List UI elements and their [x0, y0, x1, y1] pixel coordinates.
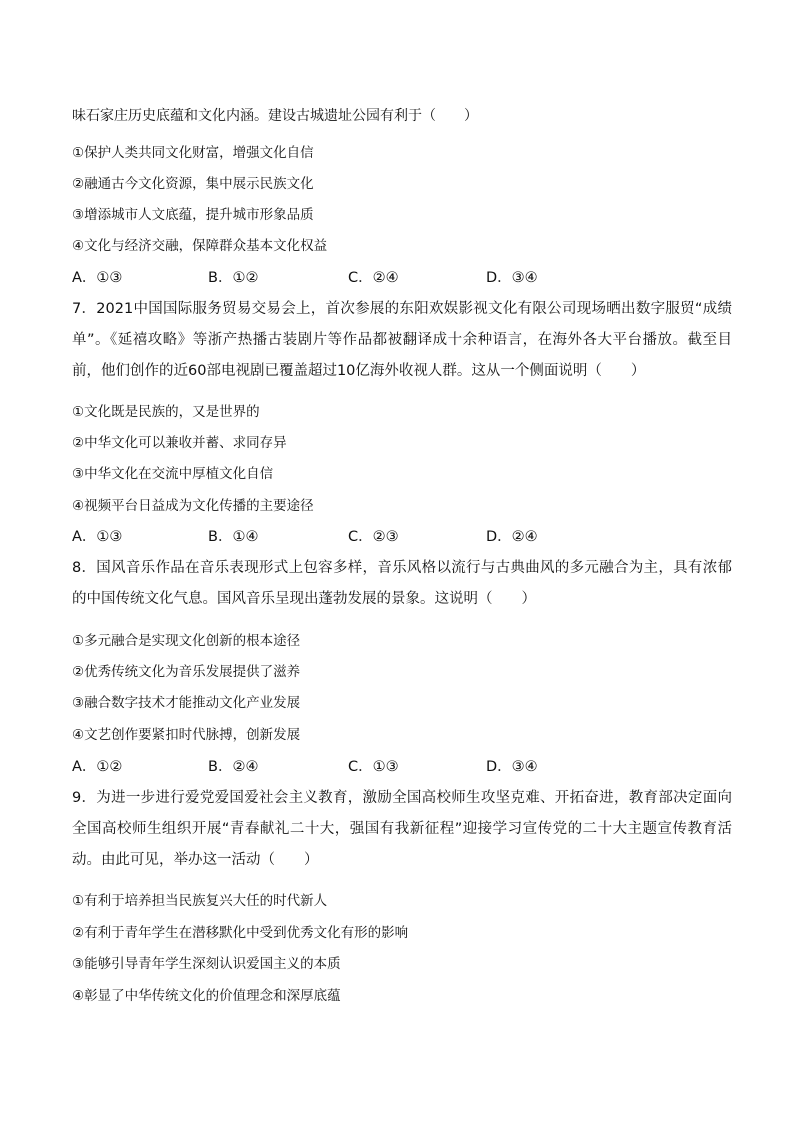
q7-choices — [72, 527, 732, 547]
q6-choices — [72, 268, 732, 288]
q9-statement-1: ①有利于培养担当民族复兴大任的时代新人 — [72, 893, 328, 909]
q7-statement-2: ②中华文化可以兼收并蓄、求同存异 — [72, 435, 287, 451]
q8-choice-b[interactable]: B．②④ — [208, 759, 259, 775]
q9-statement-4: ④彰显了中华传统文化的价值理念和深厚底蕴 — [72, 988, 341, 1004]
q7-choice-d[interactable]: D．②④ — [486, 529, 538, 545]
q6-choice-c[interactable]: C．②④ — [348, 270, 399, 286]
q8-choice-d[interactable]: D．③④ — [486, 759, 538, 775]
q7-statement-3: ③中华文化在交流中厚植文化自信 — [72, 466, 274, 482]
q6-choice-d[interactable]: D．③④ — [486, 270, 538, 286]
q9-stem: 9．为进一步进行爱党爱国爱社会主义教育，激励全国高校师生攻坚克难、开拓奋进，教育部决定面向全国高校师生组织开展“青春献礼二十大，强国有我新征程”迎接学习宣传党的二十大主题宣传教育活动。由此可见，举办这一活动（ ） — [72, 790, 732, 868]
q7-stem: 7．2021中国国际服务贸易交易会上，首次参展的东阳欢娱影视文化有限公司现场晒出数字服贸“成绩单”。《延禧攻略》等浙产热播古装剧片等作品都被翻译成十余种语言，在海外各大平台播放。截至目前，他们创作的近60部电视剧已覆盖超过10亿海外收视人群。这从一个侧面说明（ ） — [72, 301, 732, 379]
q8-statement-3: ③融合数字技术才能推动文化产业发展 — [72, 695, 301, 711]
q7-choice-c[interactable]: C．②③ — [348, 529, 399, 545]
q6-stem-tail: 味石家庄历史底蕴和文化内涵。建设古城遗址公园有利于（ ） — [72, 108, 478, 124]
q7-statement-4: ④视频平台日益成为文化传播的主要途径 — [72, 498, 314, 514]
q8-stem: 8．国风音乐作品在音乐表现形式上包容多样，音乐风格以流行与古典曲风的多元融合为主，具有浓郁的中国传统文化气息。国风音乐呈现出蓬勃发展的景象。这说明（ ） — [72, 560, 732, 607]
q8-choice-c[interactable]: C．①③ — [348, 759, 399, 775]
q9-statement-3: ③能够引导青年学生深刻认识爱国主义的本质 — [72, 956, 341, 972]
q6-choice-b[interactable]: B．①② — [208, 270, 259, 286]
q6-statement-3: ③增添城市人文底蕴，提升城市形象品质 — [72, 207, 314, 223]
q7-choice-a[interactable]: A．①③ — [72, 529, 123, 545]
q9-statement-2: ②有利于青年学生在潜移默化中受到优秀文化有形的影响 — [72, 925, 409, 941]
q7-choice-b[interactable]: B．①④ — [208, 529, 259, 545]
q6-choice-a[interactable]: A．①③ — [72, 270, 123, 286]
q6-statement-2: ②融通古今文化资源，集中展示民族文化 — [72, 176, 314, 192]
q6-statement-4: ④文化与经济交融，保障群众基本文化权益 — [72, 238, 328, 254]
q7-statement-1: ①文化既是民族的，又是世界的 — [72, 404, 260, 420]
q8-choice-a[interactable]: A．①② — [72, 759, 123, 775]
q6-statement-1: ①保护人类共同文化财富，增强文化自信 — [72, 145, 314, 161]
q8-statement-1: ①多元融合是实现文化创新的根本途径 — [72, 633, 301, 649]
q8-statement-4: ④文艺创作要紧扣时代脉搏，创新发展 — [72, 727, 301, 743]
q8-statement-2: ②优秀传统文化为音乐发展提供了滋养 — [72, 664, 301, 680]
q8-choices — [72, 757, 732, 777]
